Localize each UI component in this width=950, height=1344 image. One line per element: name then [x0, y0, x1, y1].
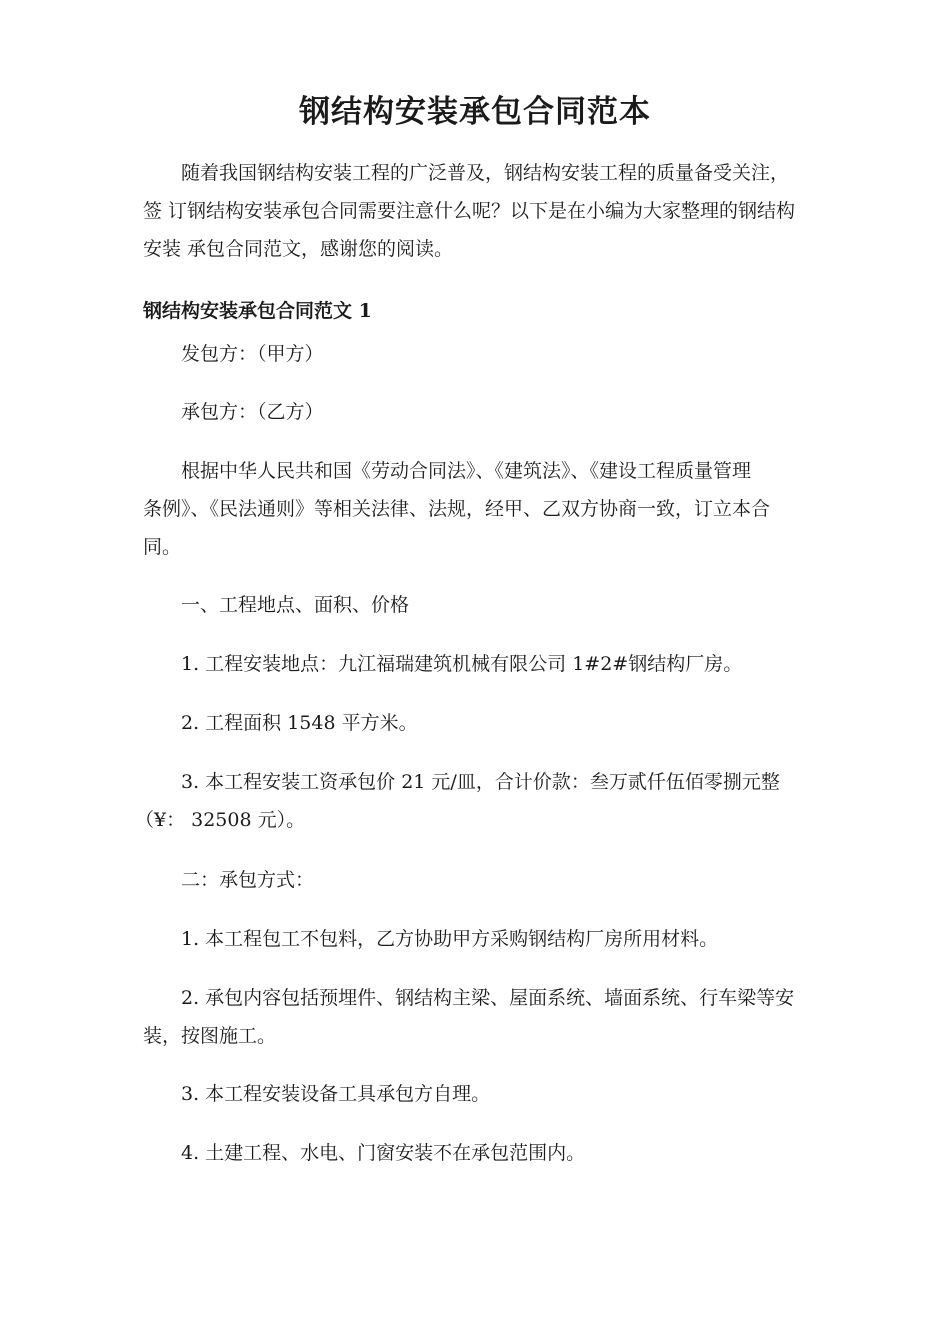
clause-1-item-3: [135, 763, 811, 839]
intro-line-1: 随着我国钢结构安装工程的广泛普及，钢结构安装工程的质量备受关注，: [181, 162, 790, 184]
legal-basis-line-3: 同。: [143, 536, 182, 558]
clause-2-item-3: 3. 本工程安装设备工具承包方自理。: [181, 1083, 491, 1105]
party-b-line: 承包方：（乙方）: [181, 401, 324, 423]
clause-2-item-2: [143, 979, 811, 1055]
legal-basis-paragraph: [143, 452, 811, 566]
clause-2-item-4: 4. 土建工程、水电、门窗安装不在承包范围内。: [181, 1142, 586, 1164]
clause-1-item-2: 2. 工程面积 1548 平方米。: [181, 712, 418, 734]
intro-paragraph: [143, 154, 811, 268]
clause-2-item-1: 1. 本工程包工不包料，乙方协助甲方采购钢结构厂房所用材料。: [181, 928, 719, 950]
clause-1-item-3-line-1: 3. 本工程安装工资承包价 21 元/皿，合计价款：叁万贰仟伍佰零捌元整: [181, 771, 780, 793]
legal-basis-line-2: 条例》、《民法通则》等相关法律、法规，经甲、乙双方协商一致，订立本合: [143, 498, 771, 520]
clause-2-item-2-line-1: 2. 承包内容包括预埋件、钢结构主梁、屋面系统、墙面系统、行车梁等安: [181, 987, 795, 1009]
clause-1-item-3-line-2: （¥： 32508 元）。: [135, 809, 306, 831]
section-heading: 钢结构安装承包合同范文 1: [143, 300, 372, 322]
legal-basis-line-1: 根据中华人民共和国《劳动合同法》、《建筑法》、《建设工程质量管理: [181, 460, 752, 482]
intro-line-3: 安装 承包合同范文，感谢您的阅读。: [143, 238, 454, 260]
clause-1-title: 一、工程地点、面积、价格: [181, 594, 410, 616]
clause-2-title: 二：承包方式：: [181, 869, 315, 891]
clause-1-item-1: 1. 工程安装地点：九江福瑞建筑机械有限公司 1#2#钢结构厂房。: [181, 653, 743, 675]
party-a-line: 发包方：（甲方）: [181, 343, 324, 365]
document-title: 钢结构安装承包合同范本: [299, 94, 651, 130]
clause-2-item-2-line-2: 装，按图施工。: [143, 1025, 277, 1047]
intro-line-2: 签 订钢结构安装承包合同需要注意什么呢？以下是在小编为大家整理的钢结构: [143, 200, 796, 222]
